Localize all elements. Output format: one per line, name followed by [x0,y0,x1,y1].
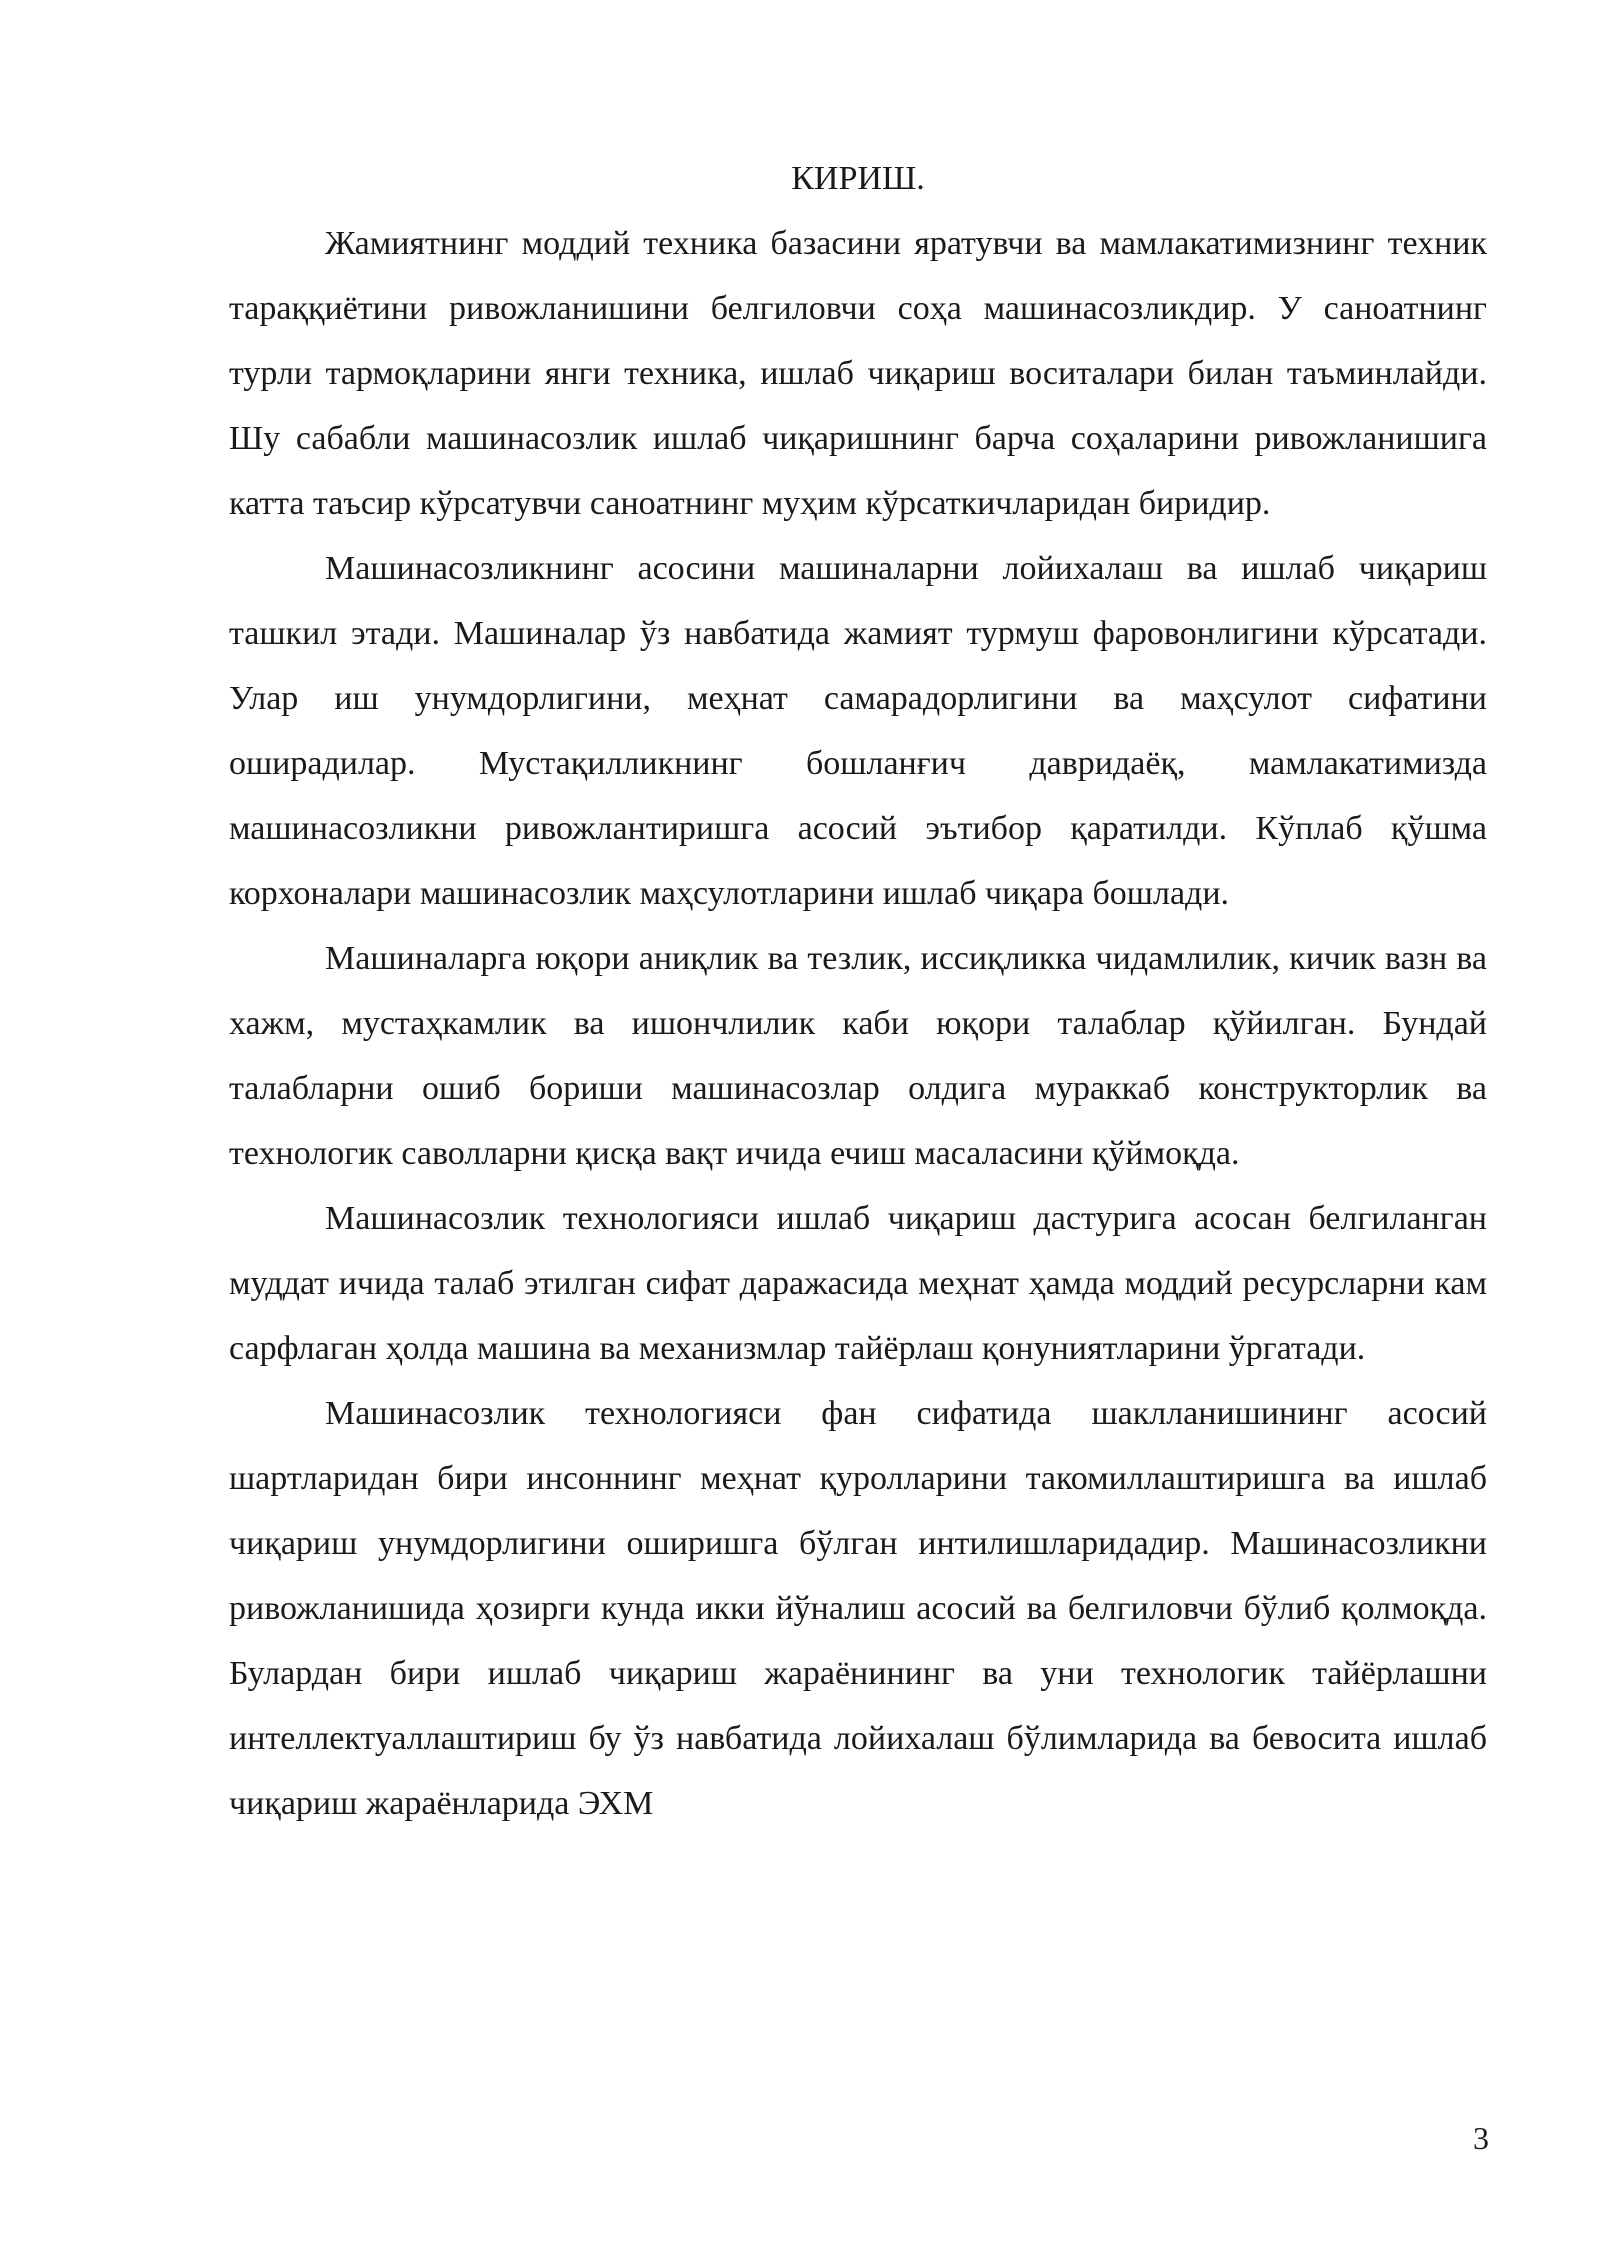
page-number: 3 [1473,2120,1489,2156]
paragraph-5: Машинасозлик технологияси фан сифатида шаклланишининг асосий шартларидан бири инсоннинг меҳнат қуролларини такомиллаштиришга ва ишлаб чиқариш унумдорлигини оширишга бўлган интилишларидадир. Машинасозликни ривожланишида ҳозирги кунда икки йўналиш асосий ва белгиловчи бўлиб қолмоқда. Булардан бири ишлаб чиқариш жараёнининг ва уни технологик тайёрлашни интеллектуаллаштириш бу ўз навбатида лойихалаш бўлимларида ва бевосита ишлаб чиқариш жараёнларида ЭХМ [229,1395,1487,1822]
paragraph-4: Машинасозлик технологияси ишлаб чиқариш дастурига асосан белгиланган муддат ичида талаб этилган сифат даражасида меҳнат ҳамда моддий ресурсларни кам сарфлаган ҳолда машина ва механизмлар тайёрлаш қонуниятларини ўргатади. [229,1200,1487,1367]
paragraph-1: Жамиятнинг моддий техника базасини яратувчи ва мамлакатимизнинг техник тараққиётини ривожланишини белгиловчи соҳа машинасозликдир. У саноатнинг турли тармоқларини янги техника, ишлаб чиқариш воситалари билан таъминлайди. Шу сабабли машинасозлик ишлаб чиқаришнинг барча соҳаларини ривожланишига катта таъсир кўрсатувчи саноатнинг муҳим кўрсаткичларидан биридир. [229,225,1487,522]
paragraph-3: Машиналарга юқори аниқлик ва тезлик, иссиқликка чидамлилик, кичик вазн ва хажм, мустаҳкамлик ва ишончлилик каби юқори талаблар қўйилган. Бундай талабларни ошиб бориши машинасозлар олдига мураккаб конструкторлик ва технологик саволларни қисқа вақт ичида ечиш масаласини қўймоқда. [229,940,1487,1172]
document-body [229,146,1487,1836]
page-title: КИРИШ. [791,160,925,197]
paragraph-2: Машинасозликнинг асосини машиналарни лойихалаш ва ишлаб чиқариш ташкил этади. Машиналар ўз навбатида жамият турмуш фаровонлигини кўрсатади. Улар иш унумдорлигини, меҳнат самарадорлигини ва маҳсулот сифатини оширадилар. Мустақилликнинг бошланғич давридаёқ, мамлакатимизда машинасозликни ривожлантиришга асосий эътибор қаратилди. Кўплаб қўшма корхоналари машинасозлик маҳсулотларини ишлаб чиқара бошлади. [229,550,1487,912]
